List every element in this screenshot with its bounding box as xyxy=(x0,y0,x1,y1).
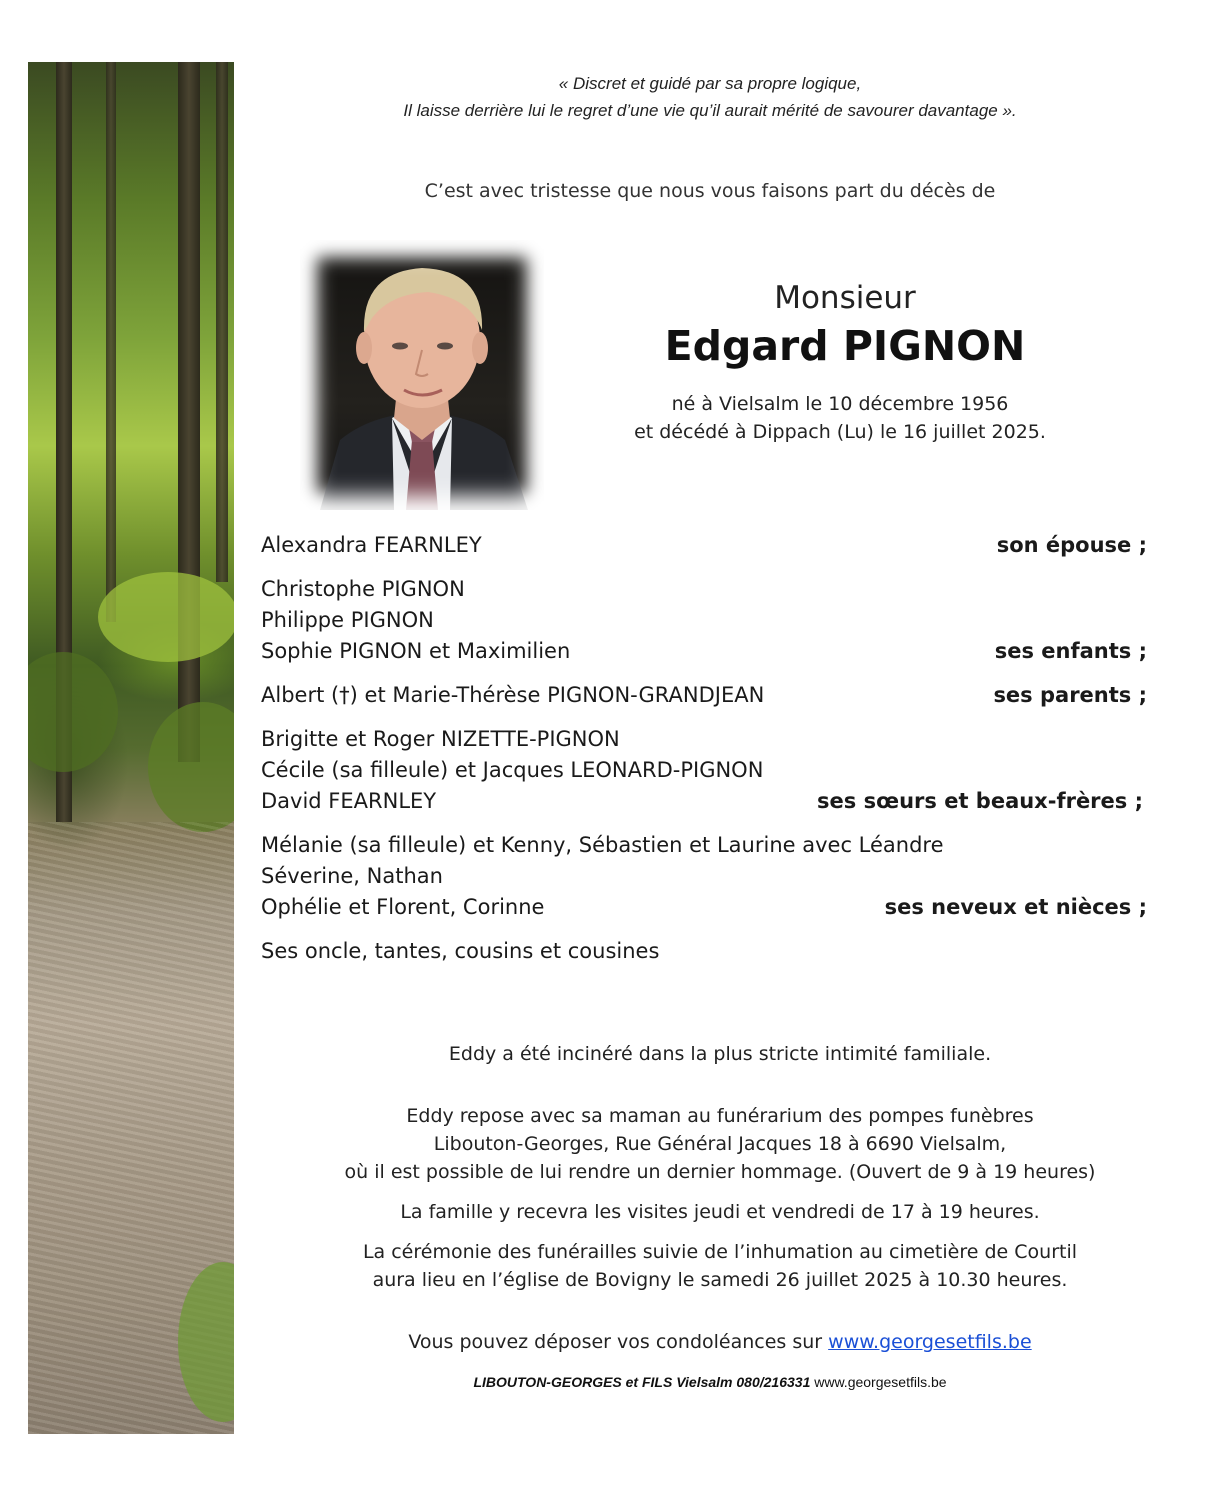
cremation-notice: Eddy a été incinéré dans la plus stricte intimité familiale. xyxy=(448,1043,992,1065)
family-role: ses enfants ; xyxy=(994,639,1147,663)
condolences-link[interactable]: www.georgesetfils.be xyxy=(828,1331,1032,1353)
footer-website: www.georgesetfils.be xyxy=(810,1374,947,1390)
family-member: Séverine, Nathan xyxy=(261,864,443,888)
family-role: ses parents ; xyxy=(993,683,1147,707)
family-member: Ses oncle, tantes, cousins et cousines xyxy=(261,939,660,963)
tree-trunk xyxy=(106,62,116,622)
family-group-nephews xyxy=(261,830,1151,923)
family-member: Cécile (sa filleule) et Jacques LEONARD-PIGNON xyxy=(261,758,764,782)
forest-path-image xyxy=(28,62,234,1434)
family-list xyxy=(261,530,1151,980)
funeral-home-line-1: Eddy repose avec sa maman au funérarium des pompes funèbres xyxy=(406,1105,1034,1127)
condolences-text: Vous pouvez déposer vos condoléances sur xyxy=(408,1331,829,1353)
birth-line: né à Vielsalm le 10 décembre 1956 xyxy=(671,393,1009,415)
family-member: Albert (†) et Marie-Thérèse PIGNON-GRANDJEAN xyxy=(261,683,765,707)
funeral-home-line-2: Libouton-Georges, Rue Général Jacques 18 à 6690 Vielsalm, xyxy=(433,1133,1007,1155)
family-member: Mélanie (sa filleule) et Kenny, Sébastien et Laurine avec Léandre xyxy=(261,833,944,857)
family-role: ses neveux et nièces ; xyxy=(884,895,1147,919)
moss xyxy=(148,702,234,832)
ceremony-line-2: aura lieu en l’église de Bovigny le samedi 26 juillet 2025 à 10.30 heures. xyxy=(372,1269,1068,1291)
funeral-home-line-3: où il est possible de lui rendre un dernier hommage. (Ouvert de 9 à 19 heures) xyxy=(344,1161,1096,1183)
family-group-parents xyxy=(261,680,1151,711)
family-member: David FEARNLEY xyxy=(261,789,437,813)
footer-company: LIBOUTON-GEORGES et FILS Vielsalm 080/216331 xyxy=(473,1374,811,1390)
ceremony-line-1: La cérémonie des funérailles suivie de l’inhumation au cimetière de Courtil xyxy=(362,1241,1078,1263)
family-member: Christophe PIGNON xyxy=(261,577,465,601)
family-group-children xyxy=(261,574,1151,667)
funeral-home-notice xyxy=(260,1102,1180,1186)
condolences-notice xyxy=(260,1328,1180,1356)
epitaph-quote xyxy=(260,70,1160,124)
family-member: Alexandra FEARNLEY xyxy=(261,533,482,557)
footer xyxy=(260,1374,1160,1390)
moss xyxy=(28,652,118,772)
portrait-illustration xyxy=(300,240,544,510)
ceremony-notice xyxy=(260,1238,1180,1294)
quote-line-2: Il laisse derrière lui le regret d’une vie qu’il aurait mérité de savourer davantage ». xyxy=(403,101,1017,120)
family-member: Sophie PIGNON et Maximilien xyxy=(261,639,571,663)
death-line: et décédé à Dippach (Lu) le 16 juillet 2025. xyxy=(634,421,1046,443)
deceased-name: Edgard PIGNON xyxy=(664,322,1026,370)
intro-text: C’est avec tristesse que nous vous faisons part du décès de xyxy=(424,180,996,202)
family-member: Ophélie et Florent, Corinne xyxy=(261,895,545,919)
family-group-siblings xyxy=(261,724,1151,817)
quote-line-1: « Discret et guidé par sa propre logique, xyxy=(558,74,862,93)
family-role: son épouse ; xyxy=(996,533,1147,557)
family-group-extended xyxy=(261,936,1151,967)
moss xyxy=(98,572,234,662)
family-member: Philippe PIGNON xyxy=(261,608,434,632)
birth-death-dates xyxy=(560,390,1120,446)
portrait-photo xyxy=(300,240,544,510)
tree-trunk xyxy=(216,62,228,582)
family-role: ses sœurs et beaux-frères ; xyxy=(817,789,1143,813)
visits-notice: La famille y recevra les visites jeudi et vendredi de 17 à 19 heures. xyxy=(400,1201,1040,1223)
family-member: Brigitte et Roger NIZETTE-PIGNON xyxy=(261,727,620,751)
honorific: Monsieur xyxy=(774,280,916,316)
family-group-spouse xyxy=(261,530,1151,561)
